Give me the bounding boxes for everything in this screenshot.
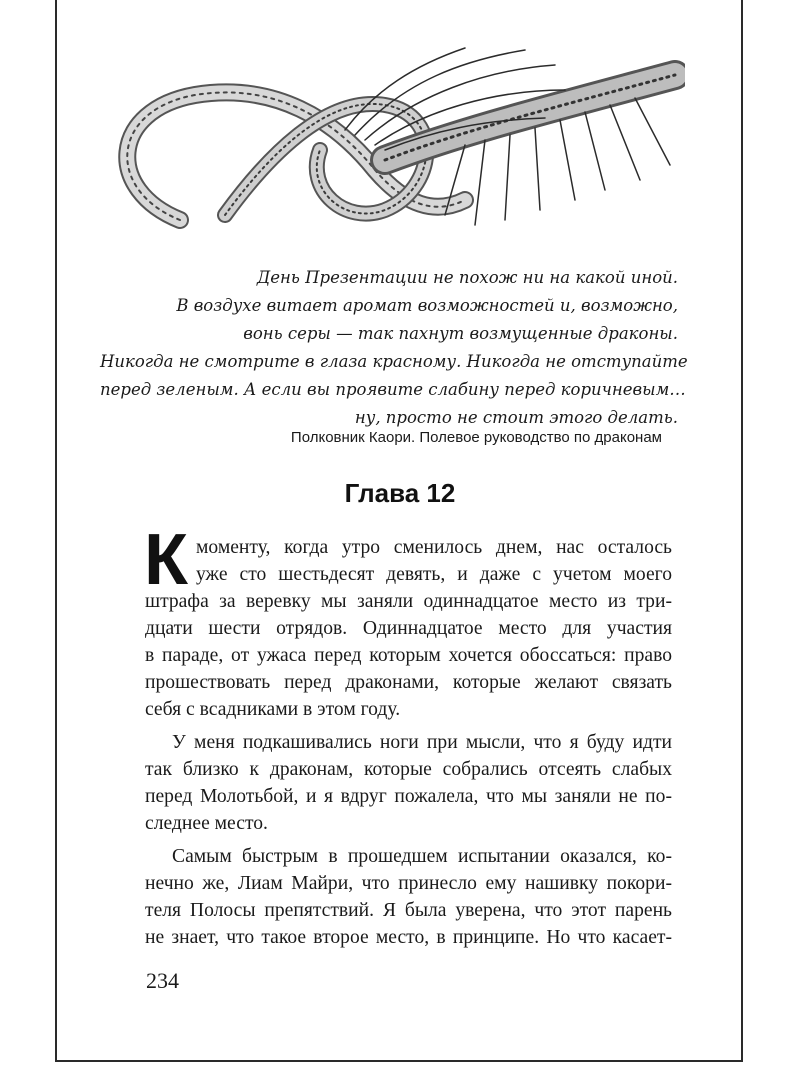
body-line: не знает, что такое второе место, в принципе. Но что касает-	[145, 927, 672, 948]
body-text	[145, 534, 672, 951]
body-line: Самым быстрым в прошедшем испытании оказался, ко-	[172, 846, 672, 867]
body-line: дцати шести отрядов. Одиннадцатое место для участия	[145, 618, 672, 639]
epigraph-line: День Презентации не похож ни на какой иной.	[256, 268, 678, 287]
body-line: прошествовать перед драконами, которые желают связать	[145, 672, 672, 693]
epigraph-line: перед зеленым. А если вы проявите слабину перед коричневым…	[100, 380, 686, 399]
body-line: штрафа за веревку мы заняли одиннадцатое место из три-	[145, 591, 672, 612]
epigraph	[100, 264, 688, 432]
body-line: следнее место.	[145, 813, 268, 834]
epigraph-line: вонь серы — так пахнут возмущенные драконы.	[243, 324, 678, 343]
dragon-illustration	[85, 40, 685, 250]
epigraph-attribution: Полковник Каори. Полевое руководство по драконам	[290, 429, 662, 446]
body-line: моменту, когда утро сменилось днем, нас осталось	[196, 537, 672, 558]
epigraph-line: Никогда не смотрите в глаза красному. Никогда не отступайте	[100, 352, 688, 371]
drop-cap: К	[144, 520, 188, 600]
epigraph-line: В воздухе витает аромат возможностей и, возможно,	[176, 296, 678, 315]
body-line: в параде, от ужаса перед которым хочется обоссаться: право	[145, 645, 672, 666]
page-number: 234	[146, 968, 179, 993]
body-line: себя с всадниками в этом году.	[145, 699, 401, 720]
body-line: нечно же, Лиам Майри, что принесло ему нашивку покори-	[145, 873, 672, 894]
body-line: теля Полосы препятствий. Я была уверена, что этот парень	[145, 900, 672, 921]
body-line: перед Молотьбой, и я вдруг пожалела, что мы заняли не по-	[145, 786, 672, 807]
epigraph-line: ну, просто не стоит этого делать.	[354, 408, 678, 427]
chapter-title: Глава 12	[344, 478, 456, 508]
body-line: так близко к драконам, которые собрались отсеять слабых	[145, 759, 672, 780]
body-line: У меня подкашивались ноги при мысли, что я буду идти	[172, 732, 672, 753]
body-line: уже сто шестьдесят девять, и даже с учетом моего	[196, 564, 672, 585]
